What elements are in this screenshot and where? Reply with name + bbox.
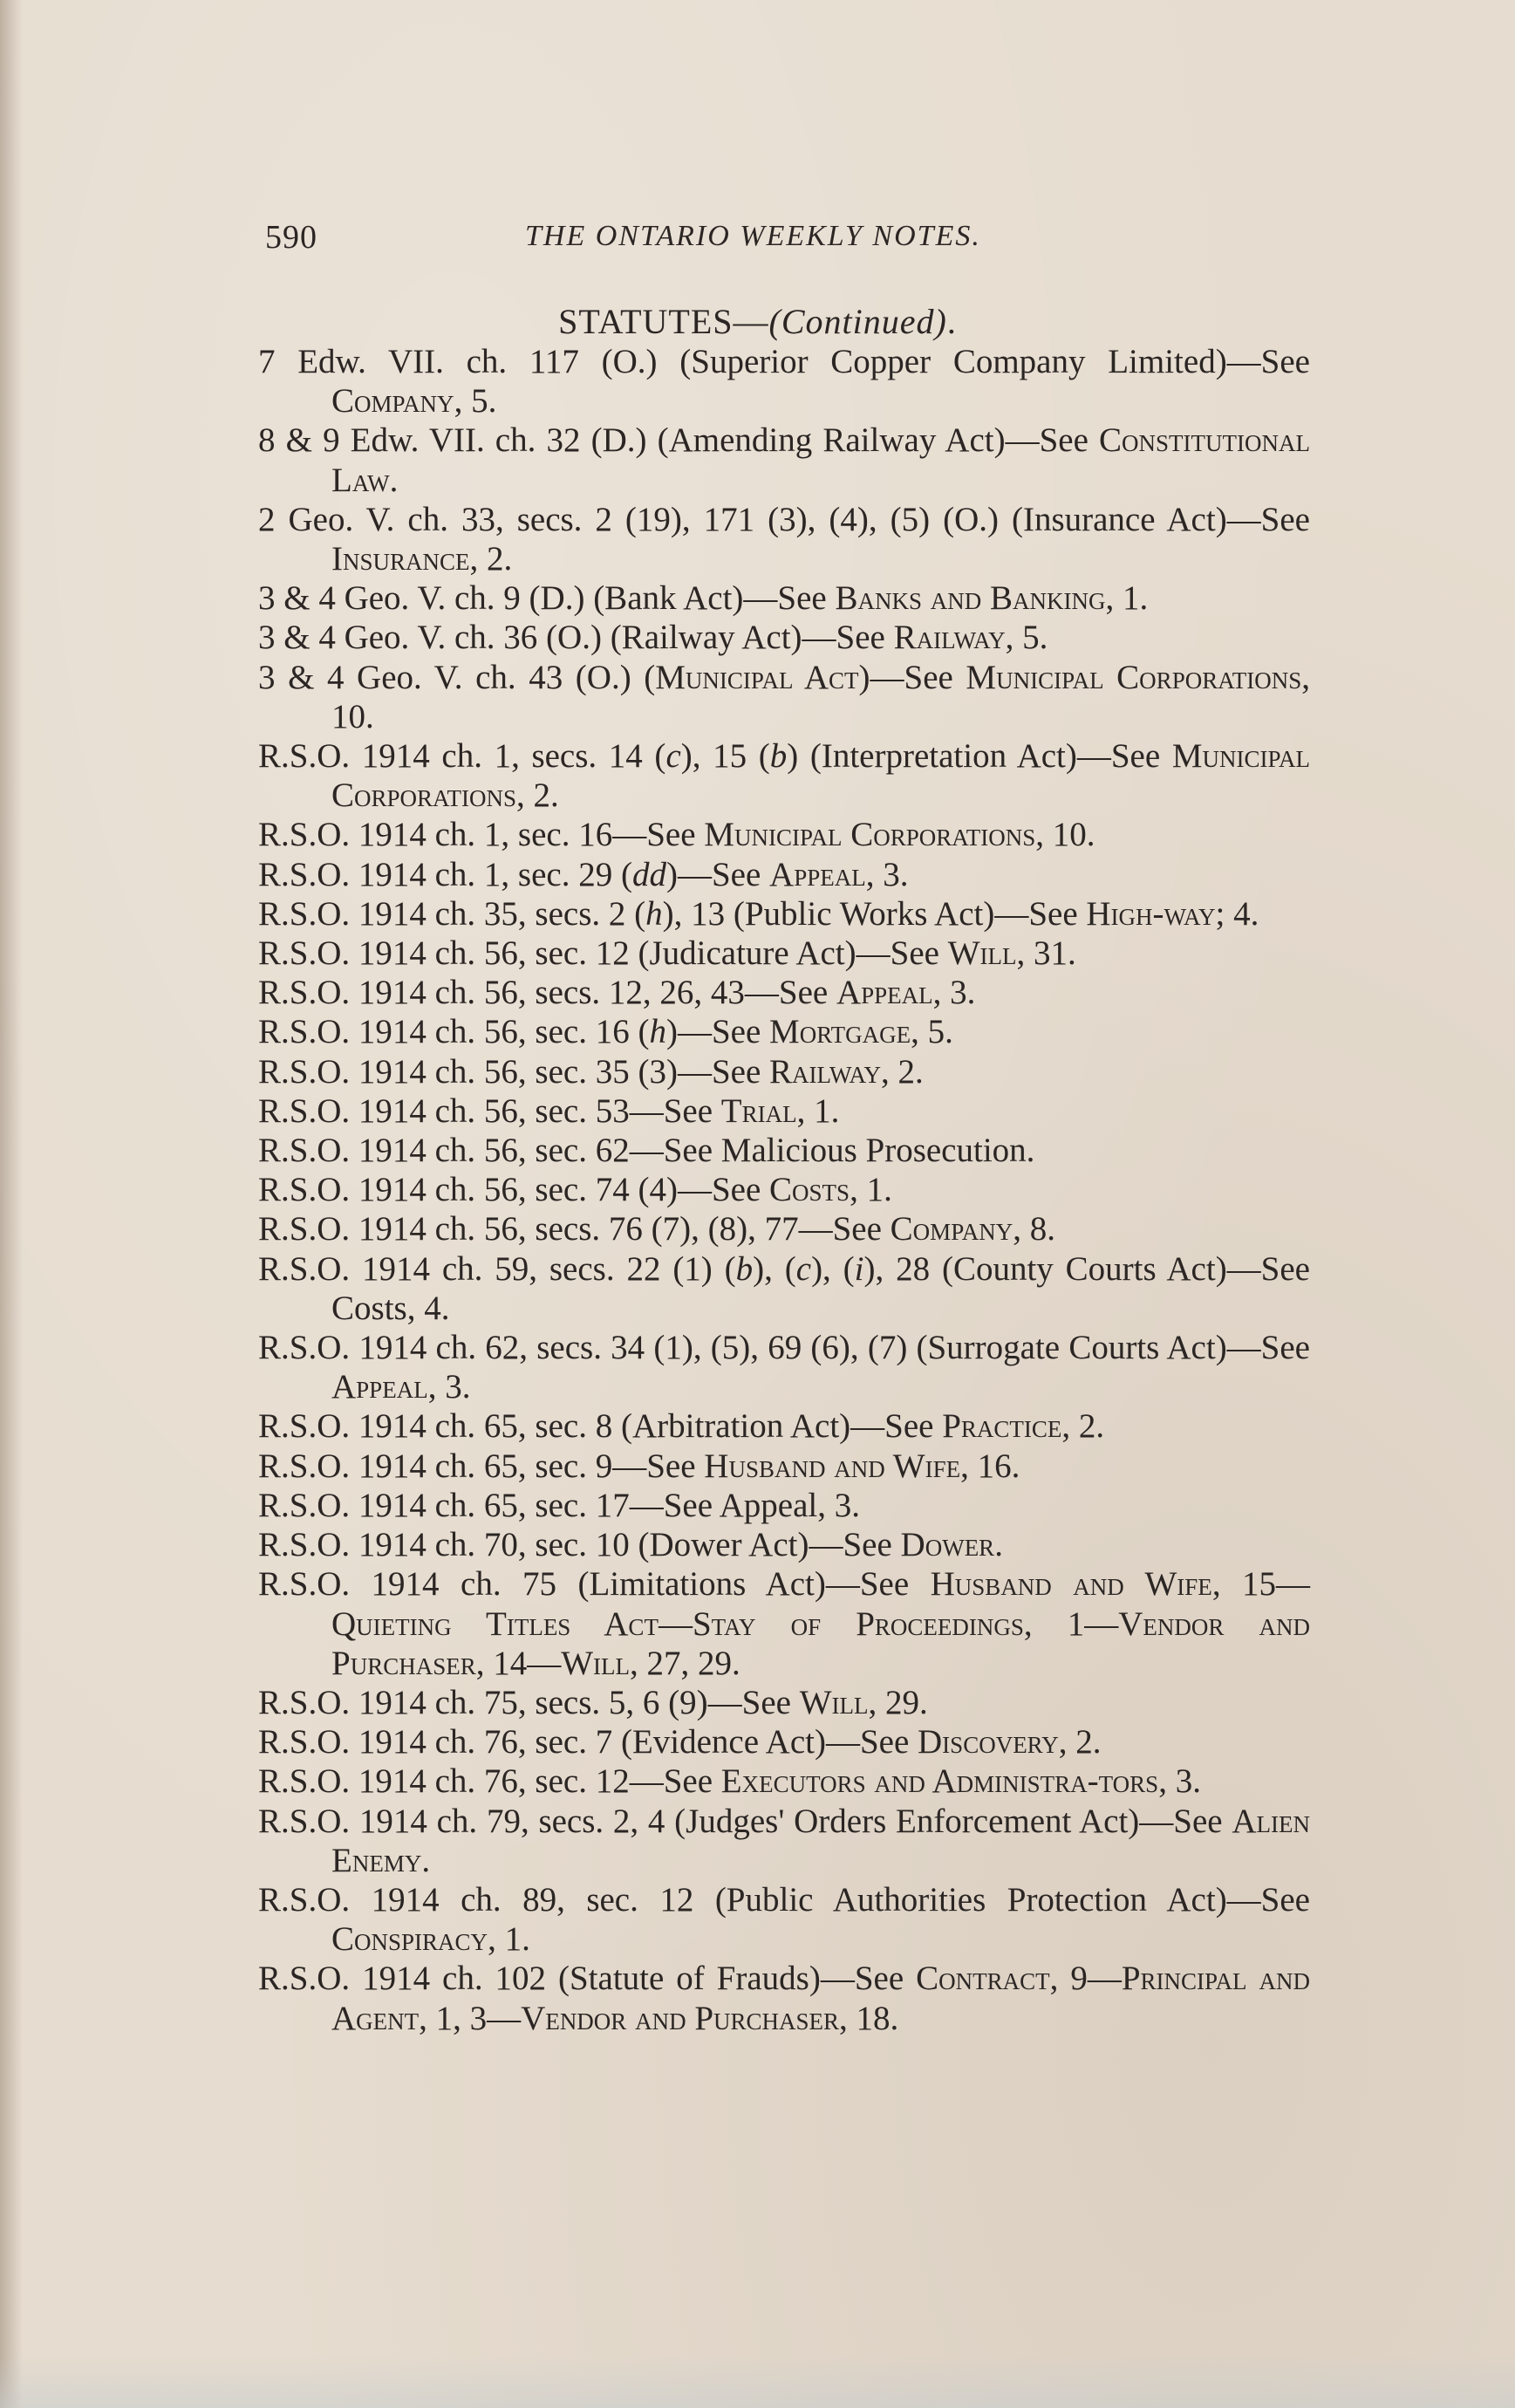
entry-text: , 10.	[331, 658, 1310, 735]
cross-reference: Will	[561, 1644, 631, 1682]
entry-text: R.S.O. 1914 ch. 89, sec. 12 (Public Authorities Protection Act)—See	[258, 1880, 1310, 1919]
cross-reference: Municipal Act	[655, 658, 859, 696]
entry-text: , 3.	[427, 1368, 471, 1406]
entry-text: R.S.O. 1914 ch. 56, sec. 16 (	[258, 1013, 650, 1051]
entry-text: .	[421, 1841, 431, 1879]
entry-text: ) (Interpretation Act)—See	[787, 737, 1172, 776]
entry-text: R.S.O. 1914 ch. 56, sec. 74 (4)—See	[258, 1171, 770, 1209]
entry-text: )—See	[665, 1013, 770, 1051]
statute-entry	[258, 1486, 1310, 1525]
entry-text: 7 Edw. VII. ch. 117 (O.) (Superior Copper Company Limited)—See	[258, 343, 1310, 380]
statute-entry	[258, 1328, 1310, 1406]
statute-entry	[258, 658, 1310, 736]
statute-entry	[258, 578, 1310, 618]
entry-text: c	[795, 1249, 812, 1288]
journal-title: THE ONTARIO WEEKLY NOTES.	[525, 220, 981, 252]
entry-text: b	[735, 1249, 754, 1288]
page-number: 590	[265, 219, 317, 256]
entry-text: R.S.O. 1914 ch. 1, sec. 16—See	[258, 816, 705, 854]
entry-text: ; 4.	[1215, 894, 1259, 933]
cross-reference: Husband and Wife	[704, 1447, 961, 1485]
entry-text: , 31.	[1016, 934, 1076, 973]
entry-text: , 2.	[1058, 1723, 1102, 1762]
cross-reference: Practice	[942, 1407, 1062, 1446]
statute-entry	[258, 1091, 1310, 1131]
entry-text: , 1, 3—	[419, 1999, 522, 2037]
cross-reference: Constitutional Law	[331, 421, 1310, 499]
cross-reference: Will	[947, 934, 1017, 973]
cross-reference: Vendor and Purchaser	[331, 1604, 1311, 1682]
statute-entry	[258, 1564, 1310, 1683]
section-heading-text: STATUTES—	[558, 302, 769, 341]
statute-entry	[258, 1802, 1310, 1880]
entry-text: , 2.	[469, 540, 513, 578]
cross-reference: Contract	[916, 1960, 1050, 1998]
cross-reference: Appeal	[331, 1368, 428, 1406]
statute-entry	[258, 973, 1310, 1012]
entry-text: R.S.O. 1914 ch. 59, secs. 22 (1) (	[258, 1249, 736, 1288]
entry-text: c	[665, 737, 681, 776]
entry-text: , 2.	[516, 776, 559, 815]
entry-text: )—See	[858, 658, 966, 696]
cross-reference: Railway	[893, 619, 1006, 657]
statute-entry	[258, 421, 1310, 499]
entry-text: R.S.O. 1914 ch. 56, sec. 62—See Malicious Prosecution.	[258, 1132, 1035, 1170]
entry-text: R.S.O. 1914 ch. 65, sec. 9—See	[258, 1447, 705, 1485]
cross-reference: Executors and Administra-tors	[720, 1762, 1159, 1801]
entry-text: R.S.O. 1914 ch. 76, sec. 7 (Evidence Act)—See	[258, 1723, 918, 1762]
cross-reference: Appeal	[836, 974, 933, 1012]
cross-reference: Municipal Corporations	[704, 816, 1036, 854]
entry-text: R.S.O. 1914 ch. 1, sec. 29 (	[258, 855, 632, 893]
cross-reference: Costs	[769, 1171, 850, 1209]
entry-text: ), (	[811, 1249, 855, 1288]
entry-text: R.S.O. 1914 ch. 1, secs. 14 (	[258, 737, 666, 776]
statute-entry	[258, 1052, 1310, 1091]
entry-text: h	[645, 894, 663, 933]
statute-entry	[258, 500, 1310, 578]
statute-entry	[258, 1012, 1310, 1051]
cross-reference: Vendor and Purchaser	[521, 1999, 840, 2037]
entry-text: R.S.O. 1914 ch. 70, sec. 10 (Dower Act)—See	[258, 1526, 901, 1564]
entry-text: .	[994, 1526, 1003, 1564]
entry-text: , 3.	[1158, 1762, 1201, 1801]
cross-reference: Husband and Wife	[930, 1565, 1212, 1604]
cross-reference: Discovery	[918, 1723, 1059, 1762]
cross-reference: Will	[799, 1683, 869, 1721]
entry-text: , 9—	[1049, 1960, 1122, 1998]
entry-text: 3 & 4 Geo. V. ch. 43 (O.) (	[258, 658, 656, 696]
entry-text: R.S.O. 1914 ch. 75, secs. 5, 6 (9)—See	[258, 1683, 800, 1721]
entry-text: R.S.O. 1914 ch. 65, sec. 8 (Arbitration Act)—See	[258, 1407, 943, 1446]
entry-text: , 1.	[1105, 579, 1149, 618]
section-continued: (Continued)	[768, 302, 947, 341]
entry-text: R.S.O. 1914 ch. 56, sec. 12 (Judicature Act)—See	[258, 934, 948, 973]
entry-text: R.S.O. 1914 ch. 76, sec. 12—See	[258, 1762, 721, 1801]
statute-entry	[258, 855, 1310, 894]
statute-entry	[258, 1447, 1310, 1486]
entry-text: , 3.	[865, 855, 909, 893]
entry-text: R.S.O. 1914 ch. 56, secs. 12, 26, 43—See	[258, 974, 836, 1012]
cross-reference: Municipal Corporations	[966, 658, 1302, 696]
entry-text: , 15—	[1211, 1565, 1311, 1604]
statute-entry	[258, 1722, 1310, 1762]
entry-text: 2 Geo. V. ch. 33, secs. 2 (19), 171 (3), (4), (5) (O.) (Insurance Act)—See	[258, 500, 1310, 538]
cross-reference: Principal and Agent	[331, 1960, 1310, 2037]
statute-entry	[258, 894, 1310, 934]
entry-text: ), 15 (	[680, 737, 770, 776]
cross-reference: Municipal Corporations	[331, 737, 1311, 815]
entry-text: dd	[631, 855, 666, 893]
statute-entry	[258, 1131, 1310, 1170]
entry-text: b	[769, 737, 788, 776]
entry-text: , 16.	[960, 1447, 1020, 1485]
statute-entry	[258, 1170, 1310, 1209]
entry-text: , 1—	[1023, 1604, 1119, 1643]
statute-entry	[258, 934, 1310, 973]
entry-text: , 5.	[911, 1013, 953, 1051]
cross-reference: High-way	[1086, 894, 1216, 933]
entry-text: , 8.	[1013, 1210, 1055, 1248]
cross-reference: Insurance	[331, 540, 470, 578]
entry-text: , 1.	[796, 1091, 840, 1130]
statute-entry	[258, 1406, 1310, 1446]
entry-text: R.S.O. 1914 ch. 102 (Statute of Frauds)—See	[258, 1960, 917, 1998]
entry-text: 3 & 4 Geo. V. ch. 36 (O.) (Railway Act)—See	[258, 619, 894, 657]
cross-reference: Company	[890, 1210, 1013, 1248]
entry-text: .	[389, 461, 399, 499]
entry-text: 8 & 9 Edw. VII. ch. 32 (D.) (Amending Railway Act)—See	[258, 421, 1100, 460]
entry-text: R.S.O. 1914 ch. 56, secs. 76 (7), (8), 77—See	[258, 1210, 891, 1248]
cross-reference: Alien Enemy	[331, 1802, 1310, 1879]
cross-reference: Dower	[900, 1526, 995, 1564]
entry-text: R.S.O. 1914 ch. 56, sec. 35 (3)—See	[258, 1052, 770, 1091]
cross-reference: Trial	[720, 1091, 797, 1130]
statute-entry	[258, 815, 1310, 854]
entry-text: , 2.	[881, 1052, 924, 1091]
page-edge-shadow	[0, 0, 23, 2408]
entry-text: R.S.O. 1914 ch. 62, secs. 34 (1), (5), 69 (6), (7) (Surrogate Courts Act)—See	[258, 1329, 1310, 1367]
running-head	[265, 218, 1050, 270]
entry-text: R.S.O. 1914 ch. 75 (Limitations Act)—See	[258, 1565, 931, 1604]
statute-entry	[258, 736, 1310, 815]
entry-text: h	[649, 1013, 666, 1051]
statute-entry	[258, 1249, 1310, 1328]
page-bottom-edge	[0, 2356, 1515, 2408]
cross-reference: Conspiracy	[331, 1920, 488, 1959]
section-heading	[0, 301, 1515, 342]
entry-text: )—See	[665, 855, 770, 893]
entry-text: i	[854, 1249, 864, 1288]
statute-entry	[258, 1209, 1310, 1248]
entry-text: ), 28 (County Courts Act)—See Costs, 4.	[331, 1249, 1310, 1327]
statute-entry	[258, 1762, 1310, 1801]
cross-reference: Stay of Proceedings	[692, 1604, 1024, 1643]
entry-text: , 1.	[488, 1920, 530, 1959]
entry-text: ), 13 (Public Works Act)—See	[662, 894, 1087, 933]
entry-text: 3 & 4 Geo. V. ch. 9 (D.) (Bank Act)—See	[258, 579, 836, 618]
entry-text: , 29.	[868, 1683, 928, 1721]
cross-reference: Appeal	[769, 855, 866, 893]
statute-entries-list	[258, 342, 1310, 2038]
statute-entry	[258, 1683, 1310, 1722]
entry-text: , 1.	[850, 1171, 892, 1209]
statute-entry	[258, 1959, 1310, 2037]
entry-text: , 27, 29.	[630, 1644, 740, 1682]
entry-text: —	[658, 1604, 693, 1643]
entry-text: , 3.	[932, 974, 976, 1012]
entry-text: , 5.	[454, 382, 497, 421]
entry-text: R.S.O. 1914 ch. 79, secs. 2, 4 (Judges' Orders Enforcement Act)—See	[258, 1802, 1232, 1840]
cross-reference: Mortgage	[769, 1013, 911, 1051]
cross-reference: Banks and Banking	[835, 579, 1106, 618]
cross-reference: Quieting Titles Act	[331, 1604, 659, 1643]
entry-text: , 10.	[1035, 816, 1095, 854]
statute-entry	[258, 342, 1310, 421]
statute-entry	[258, 1525, 1310, 1564]
entry-text: R.S.O. 1914 ch. 35, secs. 2 (	[258, 894, 646, 933]
entry-text: , 5.	[1005, 619, 1048, 657]
statute-entry	[258, 1880, 1310, 1959]
statute-entry	[258, 618, 1310, 657]
entry-text: R.S.O. 1914 ch. 56, sec. 53—See	[258, 1091, 721, 1130]
entry-text: , 2.	[1061, 1407, 1105, 1446]
cross-reference: Company	[331, 382, 454, 421]
section-heading-period: .	[946, 302, 957, 341]
cross-reference: Railway	[769, 1052, 882, 1091]
entry-text: , 14—	[475, 1644, 562, 1682]
entry-text: ), (	[753, 1249, 796, 1288]
entry-text: , 18.	[839, 1999, 899, 2037]
entry-text: R.S.O. 1914 ch. 65, sec. 17—See Appeal, 3.	[258, 1486, 861, 1524]
